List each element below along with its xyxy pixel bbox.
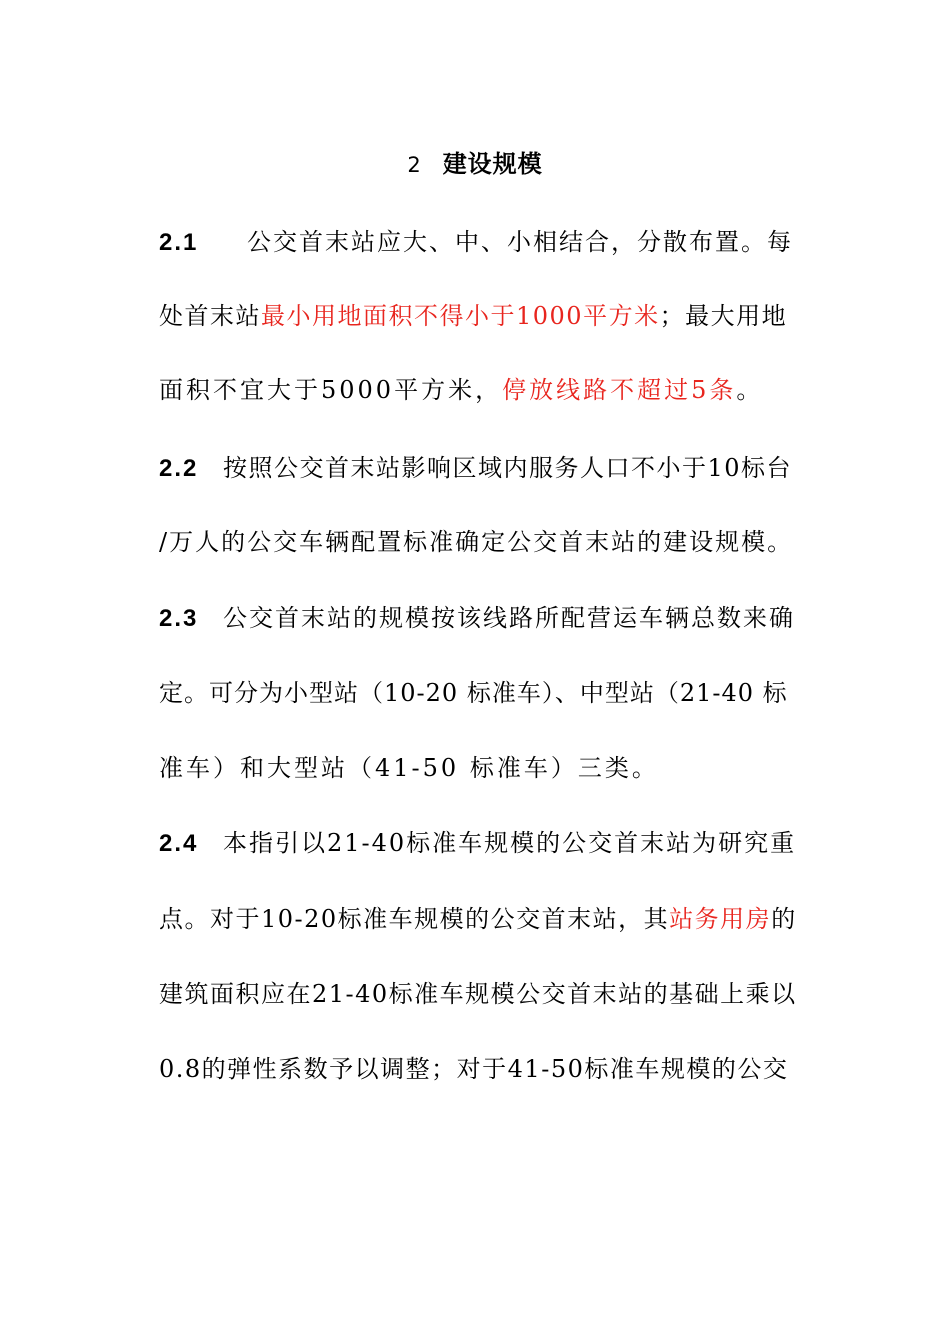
text-2-1-line-3a: 面积不宜大于5000平方米，: [159, 376, 503, 404]
paragraph-2-2-line-1: [159, 448, 799, 488]
section-number-2-4: 2.4: [159, 830, 199, 857]
paragraph-2-1-line-1: [159, 222, 799, 262]
text-2-3-line-1: 公交首末站的规模按该线路所配营运车辆总数来确: [223, 604, 795, 632]
paragraph-2-3-line-1: [159, 598, 799, 638]
text-2-4-line-1: 本指引以21-40标准车规模的公交首末站为研究重: [223, 829, 797, 857]
paragraph-2-4-line-4: [159, 1049, 799, 1089]
paragraph-2-3-line-3: [159, 748, 799, 788]
paragraph-2-1-line-3: [159, 370, 799, 410]
section-number-2-2: 2.2: [159, 455, 199, 482]
paragraph-2-4-line-1: [159, 823, 799, 863]
text-2-4-line-2a: 点。对于10-20标准车规模的公交首末站，其: [159, 905, 670, 933]
text-2-1-line-2a: 处首末站: [159, 302, 261, 330]
paragraph-2-4-line-2: [159, 899, 799, 939]
paragraph-2-4-line-3: [159, 974, 799, 1014]
highlight-min-area: 最小用地面积不得小于1000平方米: [261, 302, 660, 330]
highlight-station-rooms: 站务用房: [669, 905, 772, 933]
paragraph-2-1-line-2: [159, 296, 799, 336]
text-2-1-line-1: 公交首末站应大、中、小相结合，分散布置。每: [247, 228, 793, 256]
section-heading: [0, 146, 950, 183]
section-number-2-3: 2.3: [159, 605, 199, 632]
text-2-4-line-4: 0.8的弹性系数予以调整；对于41-50标准车规模的公交: [159, 1055, 789, 1083]
section-number-2-1: 2.1: [159, 229, 199, 256]
text-2-2-line-2: /万人的公交车辆配置标准确定公交首末站的建设规模。: [159, 528, 794, 556]
paragraph-2-3-line-2: [159, 673, 799, 713]
text-2-4-line-3: 建筑面积应在21-40标准车规模公交首末站的基础上乘以: [159, 980, 797, 1008]
heading-number: 2: [407, 153, 421, 177]
paragraph-2-2-line-2: [159, 522, 799, 562]
text-2-3-line-2: 定。可分为小型站（10-20 标准车）、中型站（21-40 标: [159, 679, 788, 707]
text-2-3-line-3: 准车）和大型站（41-50 标准车）三类。: [159, 754, 659, 782]
text-2-1-line-2c: ；最大用地: [659, 302, 788, 330]
text-2-2-line-1: 按照公交首末站影响区域内服务人口不小于10标台: [223, 454, 793, 482]
highlight-parking-lines: 停放线路不超过5条: [502, 376, 737, 404]
text-2-4-line-2c: 的: [771, 905, 797, 933]
heading-text: 建设规模: [442, 150, 543, 178]
text-2-1-line-3c: 。: [736, 376, 764, 404]
